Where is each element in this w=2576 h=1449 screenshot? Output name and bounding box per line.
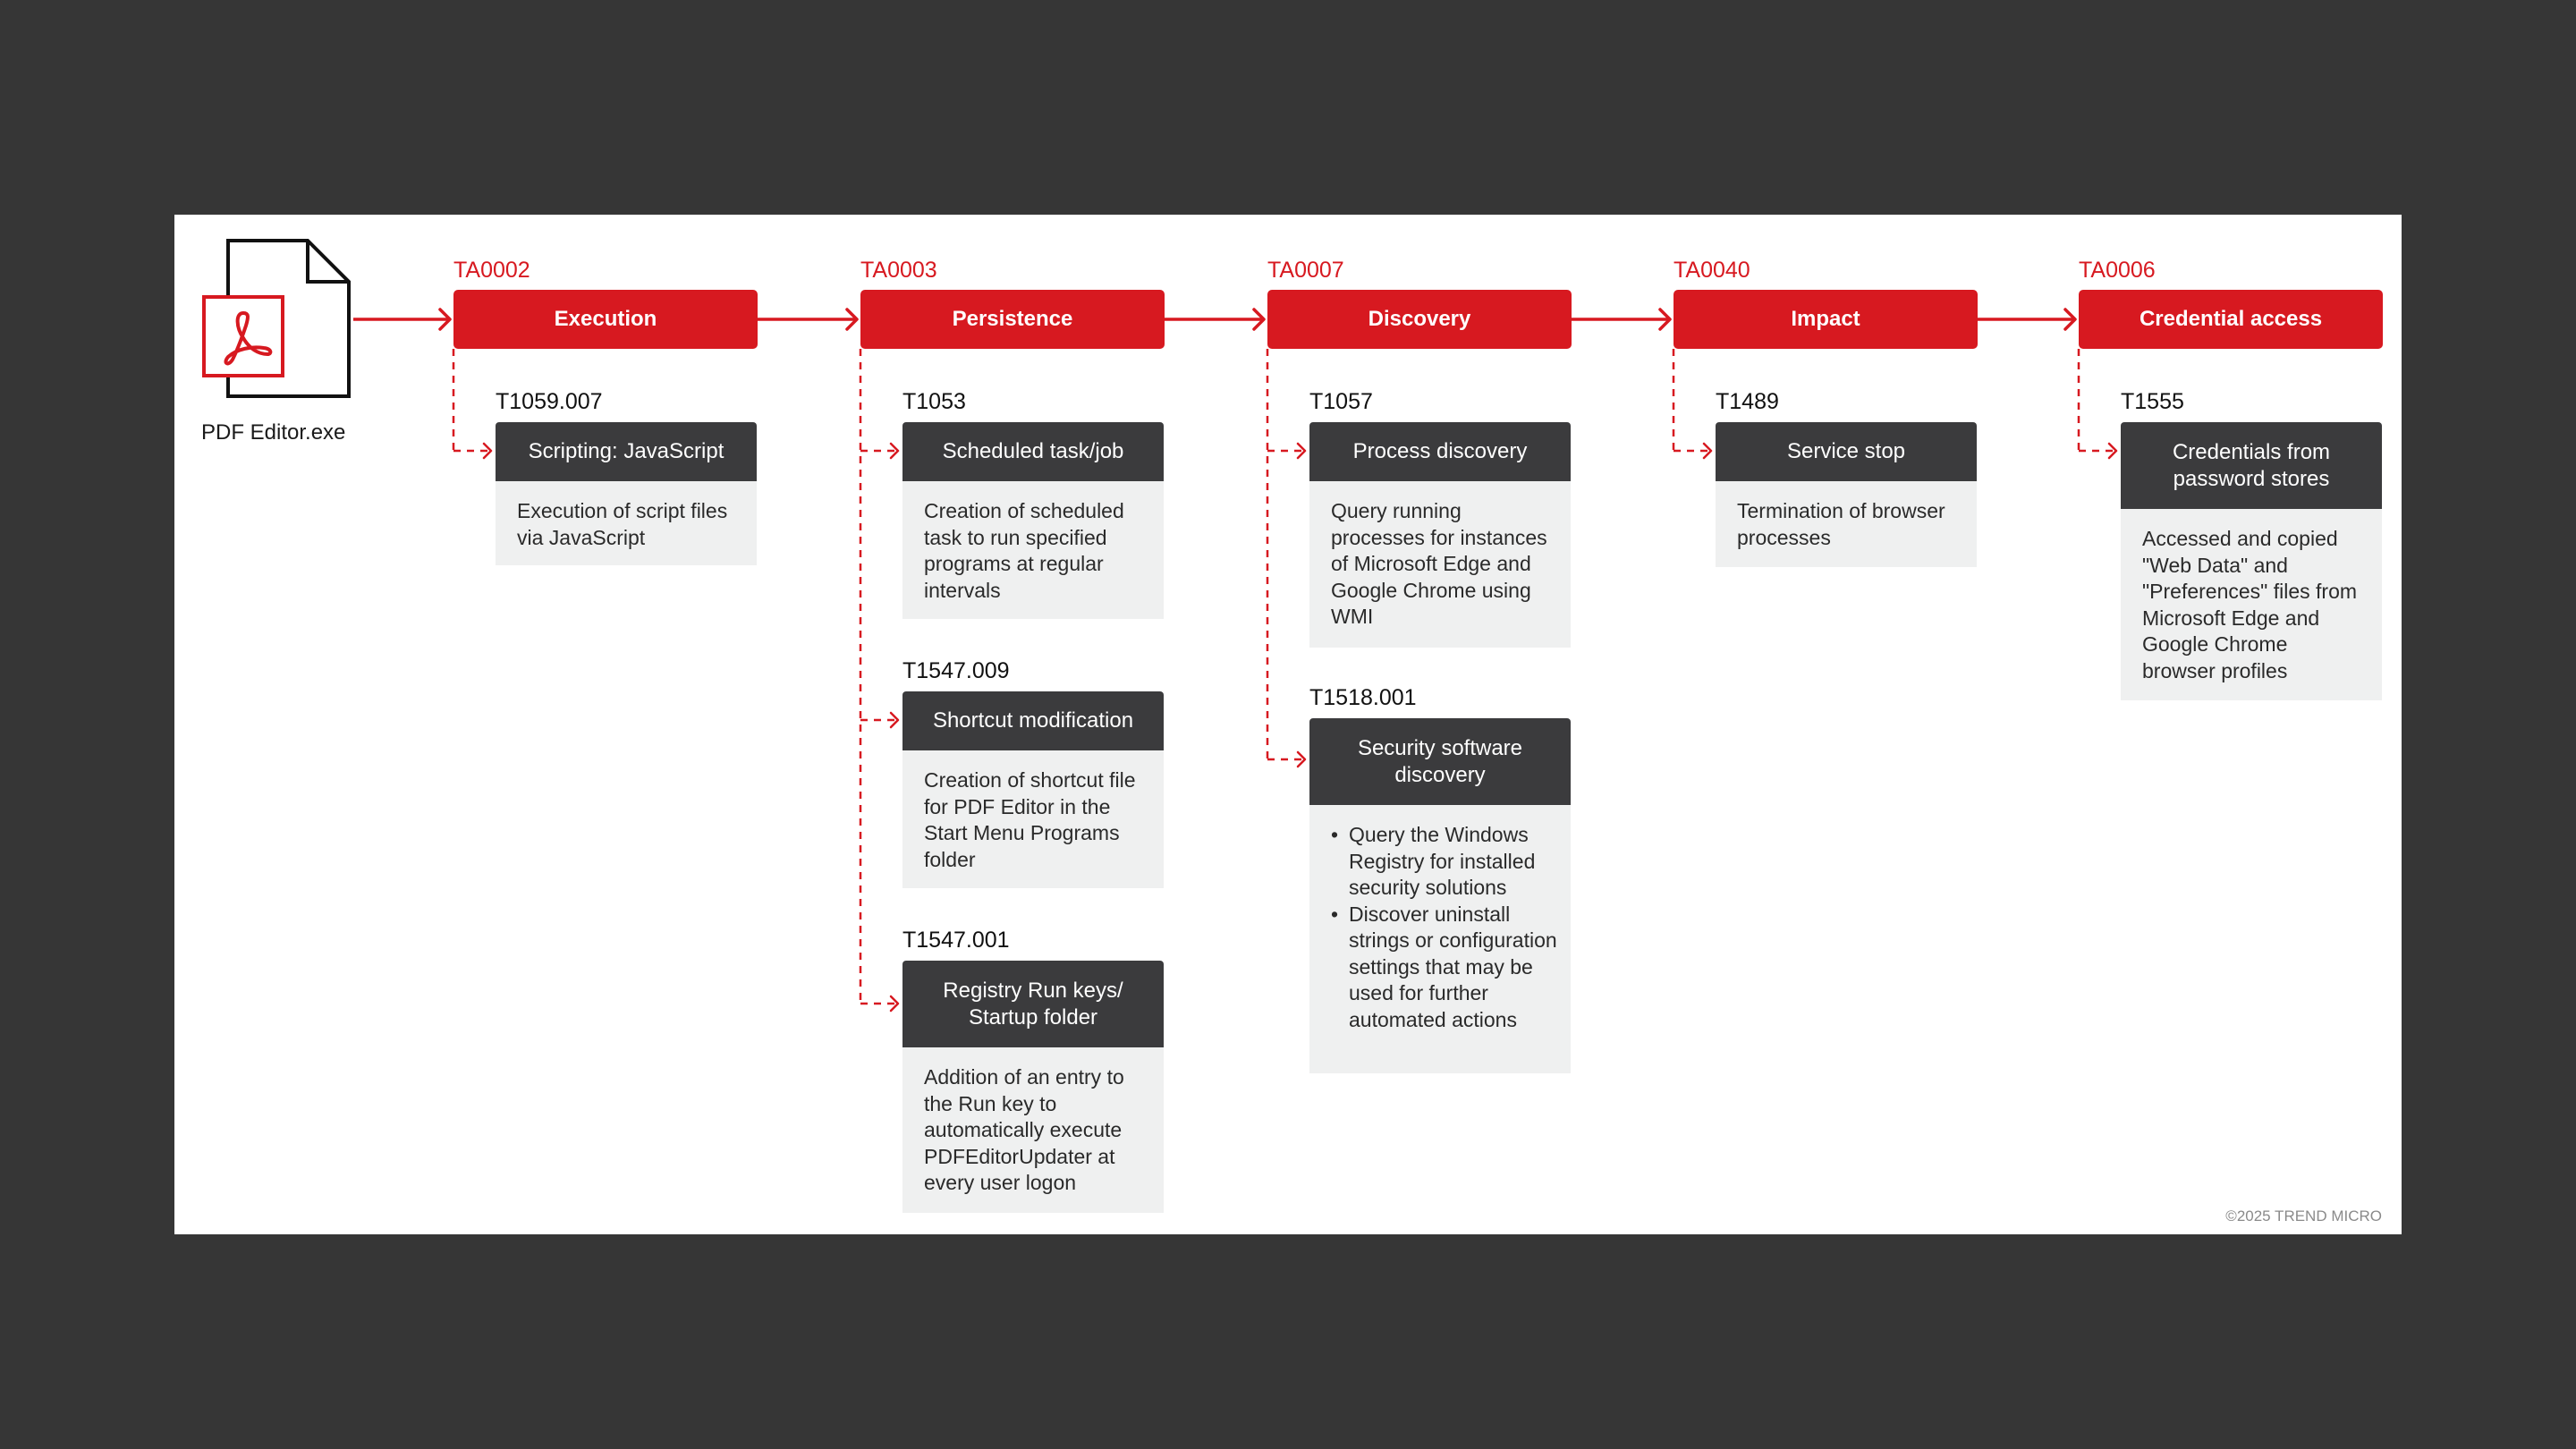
- technique-id: T1547.009: [902, 658, 1010, 683]
- technique-id: T1059.007: [496, 389, 603, 414]
- pdf-file-icon: [201, 238, 353, 401]
- diagram-canvas: [174, 215, 2402, 1234]
- technique-card: [2121, 422, 2382, 700]
- technique-card: [496, 422, 757, 565]
- bullet-item: • Discover uninstall strings or configuration settings that may be used for further automated actions: [1349, 902, 1565, 1034]
- technique-title: Security software discovery: [1309, 718, 1571, 805]
- tactic-id: TA0002: [453, 258, 530, 283]
- technique-card: [1309, 422, 1571, 648]
- tactic-discovery: Discovery: [1267, 290, 1572, 349]
- technique-card: [902, 961, 1164, 1213]
- technique-description: Creation of shortcut file for PDF Editor in the Start Menu Programs folder: [902, 750, 1164, 888]
- technique-title: Shortcut modification: [902, 691, 1164, 750]
- technique-id: T1489: [1716, 389, 1779, 414]
- technique-id: T1547.001: [902, 928, 1010, 953]
- technique-card: [1309, 718, 1571, 1073]
- technique-title: Process discovery: [1309, 422, 1571, 481]
- file-label: PDF Editor.exe: [201, 420, 346, 445]
- technique-title: Service stop: [1716, 422, 1977, 481]
- connector-layer: [174, 215, 2402, 1234]
- technique-description: Execution of script files via JavaScript: [496, 481, 757, 565]
- tactic-execution: Execution: [453, 290, 758, 349]
- technique-card: [1716, 422, 1977, 567]
- tactic-id: TA0007: [1267, 258, 1344, 283]
- copyright: ©2025 TREND MICRO: [2225, 1208, 2382, 1224]
- technique-id: T1053: [902, 389, 966, 414]
- technique-description: Addition of an entry to the Run key to automatically execute PDFEditorUpdater at every user logon: [902, 1047, 1164, 1213]
- technique-description: Creation of scheduled task to run specified programs at regular intervals: [902, 481, 1164, 619]
- technique-card: [902, 422, 1164, 619]
- technique-id: T1555: [2121, 389, 2184, 414]
- tactic-id: TA0003: [860, 258, 937, 283]
- technique-title: Scheduled task/job: [902, 422, 1164, 481]
- tactic-impact: Impact: [1674, 290, 1978, 349]
- tactic-id: TA0006: [2079, 258, 2156, 283]
- technique-title: Credentials from password stores: [2121, 422, 2382, 509]
- technique-description: Termination of browser processes: [1716, 481, 1977, 567]
- technique-title: Registry Run keys/ Startup folder: [902, 961, 1164, 1047]
- tactic-credential-access: Credential access: [2079, 290, 2383, 349]
- technique-description: Query running processes for instances of Microsoft Edge and Google Chrome using WMI: [1309, 481, 1571, 648]
- technique-card: [902, 691, 1164, 888]
- technique-id: T1057: [1309, 389, 1373, 414]
- technique-description: [1309, 805, 1571, 1073]
- technique-description: Accessed and copied "Web Data" and "Preferences" files from Microsoft Edge and Google Chrome browser profiles: [2121, 509, 2382, 700]
- technique-id: T1518.001: [1309, 685, 1417, 710]
- bullet-item: • Query the Windows Registry for installed security solutions: [1349, 822, 1565, 902]
- tactic-persistence: Persistence: [860, 290, 1165, 349]
- tactic-id: TA0040: [1674, 258, 1750, 283]
- technique-title: Scripting: JavaScript: [496, 422, 757, 481]
